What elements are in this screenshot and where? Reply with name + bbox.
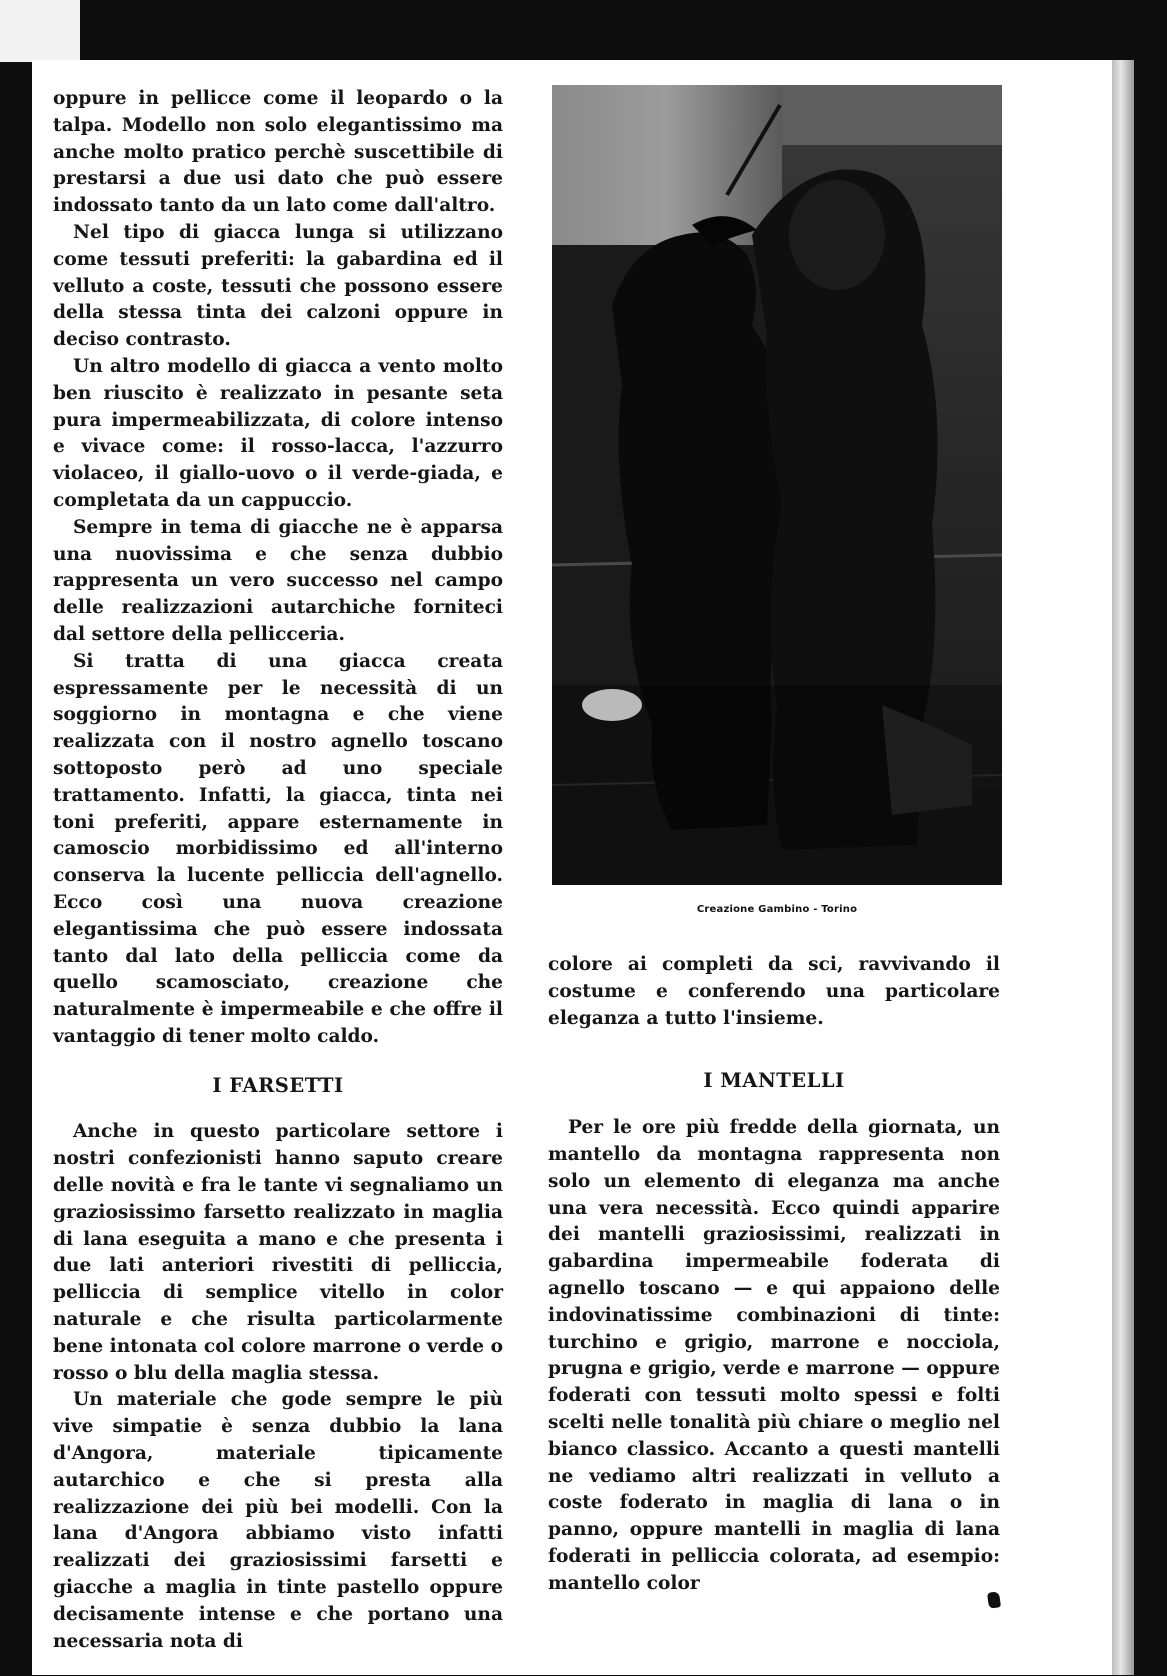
- section-heading-mantelli: I MANTELLI: [703, 1069, 845, 1093]
- light-reflection: [582, 689, 642, 721]
- paragraph: Nel tipo di giacca lunga si utilizzano come tessuti preferiti: la gabardina ed il velluto a coste, tessuti che possono essere della stessa tinta dei calzoni oppure in deciso contrasto.: [53, 221, 503, 351]
- section-heading-farsetti: I FARSETTI: [212, 1073, 344, 1097]
- paragraph: oppure in pellicce come il leopardo o la talpa. Modello non solo elegantissimo ma anche molto pratico perchè suscettibile di prestarsi a due usi dato che può essere indossato tanto da un lato come dall'altro.: [53, 88, 503, 217]
- photo-figures: [552, 85, 1002, 885]
- page-edge: [1112, 60, 1134, 1675]
- paragraph: Sempre in tema di giacche ne è apparsa una nuovissima e che senza dubbio rappresenta un vero successo nel campo delle realizzazioni autarchiche forniteci dal settore della pellicceria.: [53, 516, 503, 645]
- right-column: [548, 952, 1000, 1598]
- paragraph: Per le ore più fredde della giornata, un mantello da montagna rappresenta non solo un elemento di eleganza ma anche una vera necessità. Ecco quindi apparire dei mantelli graziosissimi, realizzati in gabardina impermeabile foderata di agnello toscano — e qui appaiono delle indovinatissime combinazioni di tinte: turchino e grigio, marrone e nocciola, prugna e grigio, verde e marrone — oppure foderati con tessuti molto spessi e folti scelti nelle tonalità più chiare o meglio nel bianco classico. Accanto a questi mantelli ne vediamo altri realizzati in velluto a coste foderato in maglia di lana o in panno, oppure mantelli in maglia di lana foderati in pelliccia colorata, ad esempio: mantello color: [548, 1117, 1000, 1594]
- photo-caption: Creazione Gambino - Torino: [696, 904, 858, 915]
- paragraph: Si tratta di una giacca creata espressamente per le necessità di un soggiorno in montagna e che viene realizzata con il nostro agnello toscano sottoposto però ad uno speciale trattamento. Infatti, la giacca, tinta nei toni preferiti, appare esternamente in camoscio morbidissimo ed all'interno conserva la lucente pelliccia dell'agnello. Ecco così una nuova creazione elegantissima che può essere indossata tanto dal lato della pelliccia come da quello scamosciato, creazione che naturalmente è impermeabile e che offre il vantaggio di tener molto caldo.: [53, 650, 503, 1047]
- paragraph: colore ai completi da sci, ravvivando il costume e conferendo una particolare eleganza a tutto l'insieme.: [548, 954, 1000, 1029]
- background-wall: [552, 85, 782, 245]
- paragraph: Un materiale che gode sempre le più vive simpatie è senza dubbio la lana d'Angora, materiale tipicamente autarchico e che si presta alla realizzazione dei più bei modelli. Con la lana d'Angora abbiamo visto infatti realizzati dei graziosissimi farsetti e giacche a maglia in tinte pastello oppure decisamente intense e che portano una necessaria nota di: [53, 1389, 503, 1652]
- paragraph: Anche in questo particolare settore i nostri confezionisti hanno saputo creare delle novità e fra le tante vi segnaliamo un graziosissimo farsetto realizzato in maglia di lana eseguita a mano e che presenta i due lati anteriori rivestiti di pelliccia, pelliccia di semplice vitello in color naturale e che risulta particolarmente bene intonata col colore marrone o verde o rosso o blu della maglia stessa.: [53, 1121, 503, 1384]
- fashion-photo: [552, 85, 1002, 885]
- scan-corner: [0, 0, 80, 62]
- left-column: [53, 86, 503, 1655]
- paragraph: Un altro modello di giacca a vento molto ben riuscito è realizzato in pesante seta pura impermeabilizzata, di colore intenso e vivace come: il rosso-lacca, l'azzurro violaceo, il giallo-uovo o il verde-giada, e completata da un cappuccio.: [53, 355, 503, 511]
